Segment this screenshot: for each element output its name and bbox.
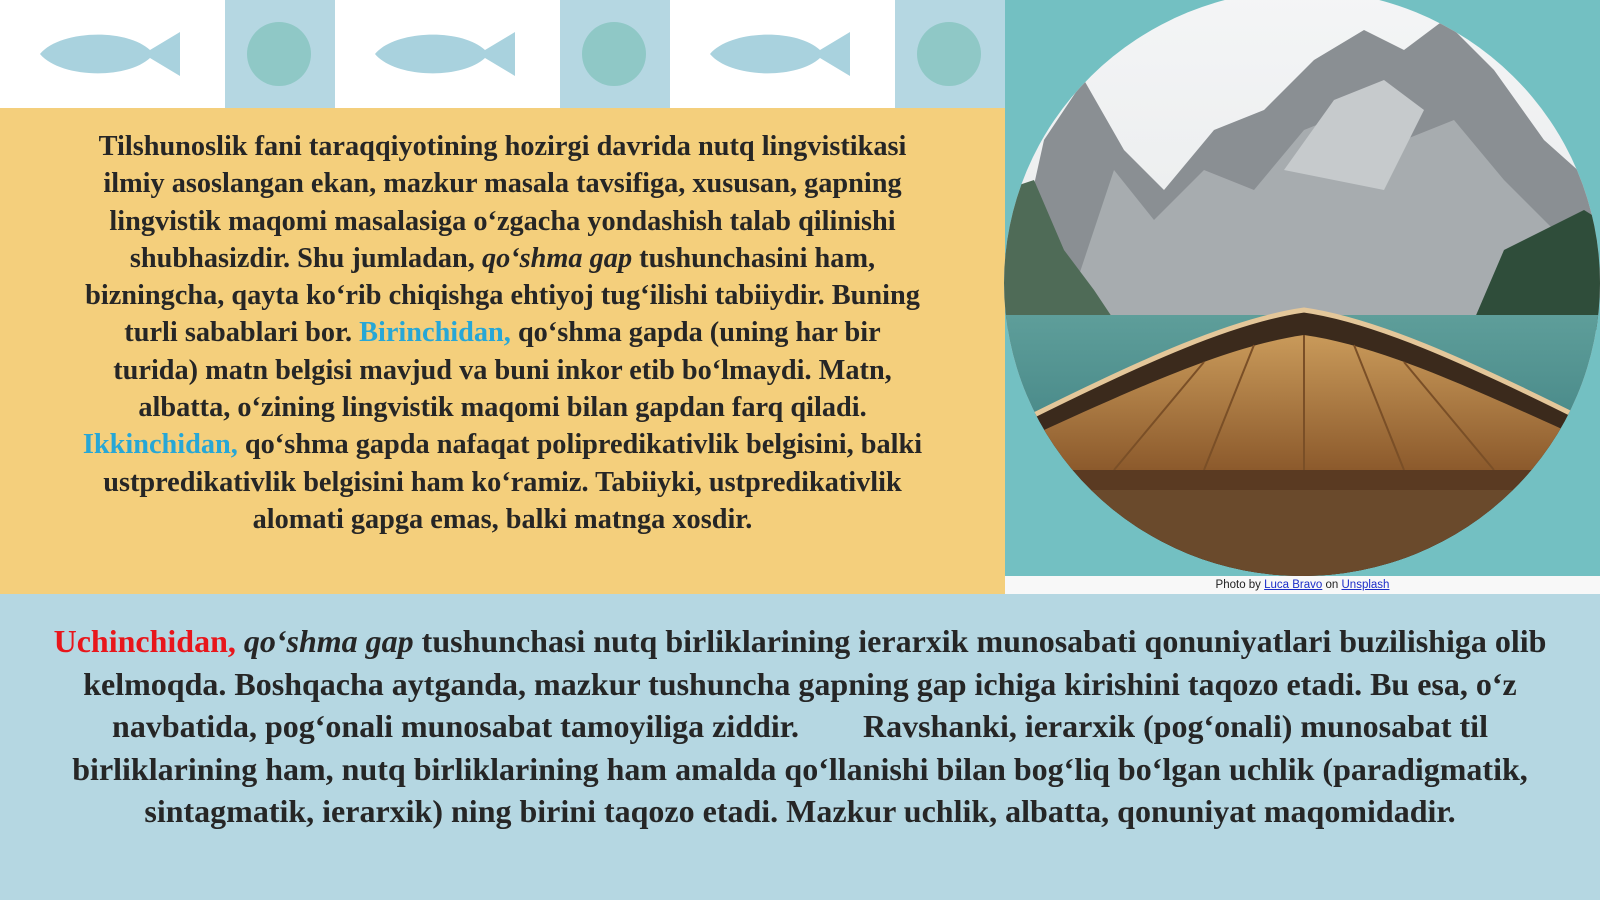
highlight-first: Birinchidan, bbox=[359, 317, 511, 349]
text-run: tushunchasi nutq birliklarining ierarxik munosabati qonuniyatlari buzilishiga olib kelmoqda. Boshqacha aytganda, mazkur tushuncha gapning gap ichiga kirishini taqozo etadi. Bu esa, o‘z navbatida, pog‘onali munosabat tamoyiliga ziddir. bbox=[83, 623, 1547, 744]
intro-paragraph bbox=[80, 128, 925, 538]
text-run: qo‘shma gapda nafaqat polipredikativlik belgisini, balki ustpredikativlik belgisini ham ko‘ramiz. Tabiiyki, ustpredikativlik alomati gapga emas, balki matnga xosdir. bbox=[103, 429, 923, 535]
fish-icon bbox=[373, 28, 518, 80]
bottom-text-panel bbox=[0, 594, 1600, 900]
banner-tile bbox=[225, 0, 335, 108]
banner-tile bbox=[560, 0, 670, 108]
banner-tile bbox=[0, 0, 225, 108]
fish-icon bbox=[38, 28, 183, 80]
circle-icon bbox=[917, 22, 981, 86]
unsplash-link[interactable]: Unsplash bbox=[1341, 579, 1390, 591]
italic-term: qo‘shma gap bbox=[243, 623, 414, 659]
boat-lake-photo bbox=[1004, 0, 1600, 576]
boat-lake-illustration bbox=[1004, 0, 1600, 576]
fish-banner bbox=[0, 0, 1005, 108]
author-link[interactable]: Luca Bravo bbox=[1264, 579, 1323, 591]
third-reason-paragraph bbox=[28, 620, 1572, 833]
text-run: Tilshunoslik fani taraqqiyotining hozirgi davrida nutq lingvistikasi ilmiy asoslangan ekan, mazkur masala tavsifiga, xususan, gapning lingvistik maqomi masalasiga o‘zgacha yondashish talab qilinishi shubhasizdir. Shu jumladan, bbox=[98, 131, 907, 274]
banner-tile bbox=[895, 0, 1005, 108]
fish-icon bbox=[708, 28, 853, 80]
text-run: qo‘shma gapda (uning har bir turida) matn belgisi mavjud va buni inkor etib bo‘lmaydi. Matn, albatta, o‘zining lingvistik maqomi bilan gapdan farq qiladi. bbox=[113, 317, 892, 424]
photo-credit bbox=[1005, 576, 1600, 594]
text-run: tushunchasini ham, bizningcha, qayta ko‘rib chiqishga ehtiyoj tug‘ilishi tabiiydir. Buning turli sabablari bor. bbox=[85, 242, 920, 349]
credit-prefix: Photo by bbox=[1215, 579, 1265, 591]
credit-middle: on bbox=[1322, 579, 1342, 591]
text-run: Ravshanki, ierarxik (pog‘onali) munosabat til birliklarining ham, nutq birliklarining ham amalda qo‘llanishi bilan bog‘liq bo‘lgan uchlik (paradigmatik, sintagmatik, ierarxik) ning birini taqozo etadi. Mazkur uchlik, albatta, qonuniyat maqomidadir. bbox=[72, 708, 1528, 829]
highlight-second: Ikkinchidan, bbox=[82, 429, 238, 461]
banner-tile bbox=[670, 0, 895, 108]
highlight-third: Uchinchidan, bbox=[53, 623, 236, 659]
yellow-text-panel bbox=[0, 108, 1005, 594]
circle-icon bbox=[247, 22, 311, 86]
banner-tile bbox=[335, 0, 560, 108]
circle-icon bbox=[582, 22, 646, 86]
italic-term: qo‘shma gap bbox=[481, 242, 633, 274]
